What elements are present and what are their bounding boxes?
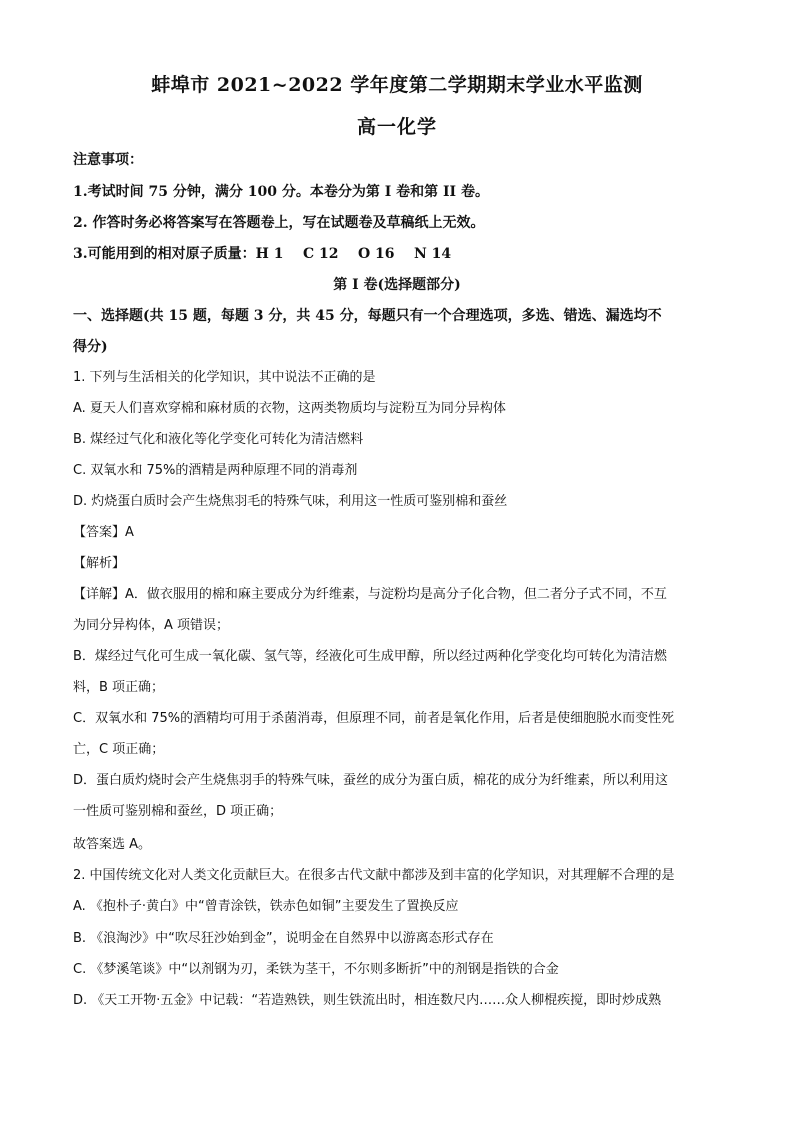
section-heading-line1: 一、选择题(共 15 题，每题 3 分，共 45 分，每题只有一个合理选项，多选、错选、漏选均不 bbox=[73, 308, 662, 324]
notice-item-2: 2. 作答时务必将答案写在答题卷上，写在试题卷及草稿纸上无效。 bbox=[73, 215, 485, 231]
q1-answer: 【答案】A bbox=[73, 525, 134, 540]
q1-detail-line: 【详解】A．做衣服用的棉和麻主要成分为纤维素，与淀粉均是高分子化合物，但二者分子式不同，不互 bbox=[73, 587, 667, 602]
q1-analysis-label: 【解析】 bbox=[73, 556, 126, 571]
q1-option-d: D. 灼烧蛋白质时会产生烧焦羽毛的特殊气味，利用这一性质可鉴别棉和蚕丝 bbox=[73, 494, 508, 509]
q1-detail-line: 亡，C 项正确； bbox=[73, 742, 165, 757]
q2-option-c: C. 《梦溪笔谈》中“以剂钢为刃，柔铁为茎干，不尔则多断折”中的剂钢是指铁的合金 bbox=[73, 962, 559, 977]
q1-option-a: A. 夏天人们喜欢穿棉和麻材质的衣物，这两类物质均与淀粉互为同分异构体 bbox=[73, 401, 506, 416]
q1-option-b: B. 煤经过气化和液化等化学变化可转化为清洁燃料 bbox=[73, 432, 364, 447]
q2-option-b: B. 《浪淘沙》中“吹尽狂沙始到金”，说明金在自然界中以游离态形式存在 bbox=[73, 931, 494, 946]
notice-item-3: 3.可能用到的相对原子质量：H 1 C 12 O 16 N 14 bbox=[73, 246, 452, 262]
q1-detail-line: B．煤经过气化可生成一氧化碳、氢气等，经液化可生成甲醇，所以经过两种化学变化均可转化为清洁燃 bbox=[73, 649, 667, 664]
q1-detail-line: C．双氧水和 75%的酒精均可用于杀菌消毒，但原理不同，前者是氧化作用，后者是使细胞脱水而变性死 bbox=[73, 711, 675, 726]
exam-title: 蚌埠市 2021~2022 学年度第二学期期末学业水平监测 bbox=[151, 74, 643, 96]
q1-option-c: C. 双氧水和 75%的酒精是两种原理不同的消毒剂 bbox=[73, 463, 358, 478]
q2-option-d: D. 《天工开物·五金》中记载：“若造熟铁，则生铁流出时，相连数尺内……众人柳棍疾搅，即时炒成熟 bbox=[73, 993, 662, 1008]
exam-subtitle: 高一化学 bbox=[356, 116, 437, 138]
part-title: 第 I 卷(选择题部分) bbox=[333, 277, 461, 293]
q1-detail-line: 料，B 项正确； bbox=[73, 680, 165, 695]
q1-detail-line: 一性质可鉴别棉和蚕丝，D 项正确； bbox=[73, 804, 283, 819]
q2-option-a: A. 《抱朴子·黄白》中“曾青涂铁，铁赤色如铜”主要发生了置换反应 bbox=[73, 899, 459, 914]
q1-conclusion: 故答案选 A。 bbox=[73, 837, 152, 852]
q1-stem: 1. 下列与生活相关的化学知识，其中说法不正确的是 bbox=[73, 370, 376, 385]
notice-heading: 注意事项： bbox=[73, 152, 143, 168]
q1-detail-line: D．蛋白质灼烧时会产生烧焦羽手的特殊气味，蚕丝的成分为蛋白质，棉花的成分为纤维素，所以利用这 bbox=[73, 773, 669, 788]
q2-stem: 2. 中国传统文化对人类文化贡献巨大。在很多古代文献中都涉及到丰富的化学知识，对其理解不合理的是 bbox=[73, 868, 675, 883]
section-heading-line2: 得分) bbox=[73, 339, 108, 355]
notice-item-1: 1.考试时间 75 分钟，满分 100 分。本卷分为第 I 卷和第 II 卷。 bbox=[73, 184, 489, 200]
q1-detail-line: 为同分异构体，A 项错误； bbox=[73, 618, 230, 633]
